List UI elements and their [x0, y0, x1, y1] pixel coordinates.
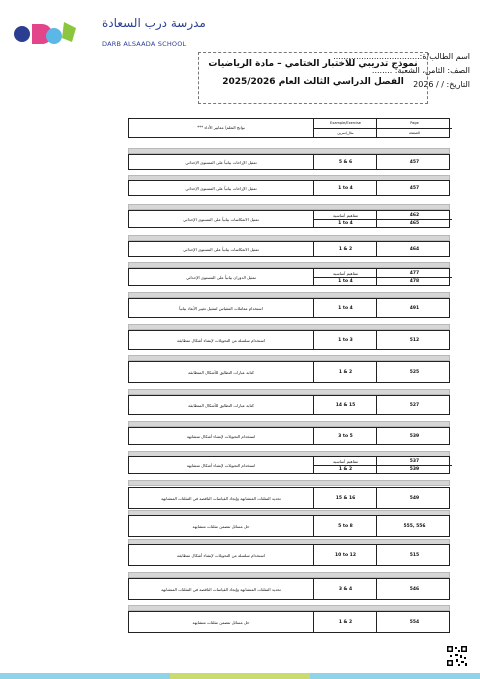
table-row: [128, 427, 450, 445]
row-exercise: 10 to 12: [335, 552, 356, 558]
row-topic: تمثيل الانعكاسات بيانياً على المستوى الإحداثي: [183, 246, 259, 252]
row-page: 537: [409, 458, 420, 464]
table-row: [128, 395, 450, 415]
row-topic: استخدام سلسلة من التحويلات لإنشاء أشكال متطابقة: [177, 552, 265, 558]
row-page-2: 478: [377, 277, 452, 285]
school-name-english: DARB ALSAADA SCHOOL: [102, 40, 187, 48]
row-topic: تمثيل الإزاحات بيانياً على المستوى الإحداثي: [185, 159, 257, 165]
row-topic: تمثيل الانعكاسات بيانياً على المستوى الإحداثي: [183, 216, 259, 222]
table-row: [128, 544, 450, 566]
row-topic: كتابة عبارات التطابق للأشكال المتطابقة: [188, 369, 254, 375]
row-exercise: 1 & 2: [338, 246, 353, 252]
header-example-en: Example/Exercise: [330, 121, 361, 125]
table-row: [128, 241, 450, 257]
student-date-line: التاريخ: / / 2026: [413, 80, 470, 89]
exam-title-box: [198, 52, 428, 104]
row-exercise: 1 & 2: [338, 369, 353, 375]
row-page: 477: [409, 270, 420, 276]
row-page: 515: [409, 552, 420, 558]
table-row: [128, 330, 450, 350]
row-exercise: 3 to 5: [338, 433, 353, 439]
row-page: 546: [409, 586, 420, 592]
header-topic: نواتج التعلم/ معايير الأداء ***: [197, 125, 245, 130]
row-exercise: مفاهيم أساسية: [332, 212, 359, 218]
table-row: [128, 180, 450, 196]
table-row: [128, 210, 450, 228]
row-topic: حل مسائل تتضمن مثلثات متشابهة: [192, 619, 250, 625]
exam-title: نموذج تدريبي للاختبار الختامي – مادة الرياضيات: [208, 59, 418, 69]
row-exercise: مفاهيم أساسية: [332, 458, 359, 464]
row-exercise: 1 & 2: [338, 619, 353, 625]
school-logo: [14, 14, 204, 54]
table-row: [128, 611, 450, 633]
row-page: 457: [409, 159, 420, 165]
row-exercise: 1 to 4: [338, 305, 353, 311]
row-page: 539: [409, 433, 420, 439]
row-page-2: 539: [377, 465, 452, 473]
table-row: [128, 298, 450, 318]
row-page: 554: [409, 619, 420, 625]
row-exercise: 5 & 6: [338, 159, 353, 165]
row-page: 549: [409, 495, 420, 501]
table-row: [128, 361, 450, 383]
header-example-ar: مثال/تمرين: [314, 128, 377, 138]
row-exercise-2: 1 to 4: [314, 219, 377, 227]
table-row: [128, 487, 450, 509]
footer-stripe: [0, 673, 480, 679]
table-row: [128, 154, 450, 170]
row-topic: تحديد المثلثات المتشابهة وإيجاد القياسات الناقصة في المثلثات المتشابهة: [161, 586, 281, 592]
row-exercise-2: 1 & 2: [314, 465, 377, 473]
row-separator: [128, 480, 450, 486]
table-header: [128, 118, 450, 138]
row-page-2: 465: [377, 219, 452, 227]
qr-code-icon: [446, 645, 468, 667]
table-row: [128, 515, 450, 537]
header-page-ar: الصفحة: [377, 128, 452, 138]
row-page: 464: [409, 246, 420, 252]
row-page: 462: [409, 212, 420, 218]
row-page: 555, 556: [403, 523, 426, 529]
table-row: [128, 578, 450, 600]
table-row: [128, 268, 450, 286]
row-exercise: 1 to 3: [338, 337, 353, 343]
row-topic: استخدام سلسلة من التحويلات لإنشاء أشكال متطابقة: [177, 337, 265, 343]
row-page: 527: [409, 402, 420, 408]
school-name-arabic: مدرسة درب السعادة: [102, 16, 206, 30]
exam-term: الفصل الدراسي الثالث العام 2025/2026: [222, 77, 404, 87]
row-exercise: 5 to 8: [338, 523, 353, 529]
row-topic: تحديد المثلثات المتشابهة وإيجاد القياسات الناقصة في المثلثات المتشابهة: [161, 495, 281, 501]
row-page: 512: [409, 337, 420, 343]
student-grade-line: الصف: الثامن، الشعبة: ........: [371, 66, 470, 75]
school-logo-icon: [14, 18, 78, 50]
table-row: [128, 456, 450, 474]
review-table: [128, 118, 450, 625]
header-page-en: Page: [410, 121, 419, 125]
row-topic: استخدام معاملات المقياس لتمثيل تغيير الأبعاد بيانياً: [179, 305, 263, 311]
row-exercise: 15 & 16: [335, 495, 356, 501]
row-exercise: مفاهيم أساسية: [332, 270, 359, 276]
row-exercise: 14 & 15: [335, 402, 356, 408]
row-exercise-2: 1 to 4: [314, 277, 377, 285]
student-name-line: اسم الطالب/ة:..................................: [333, 52, 470, 61]
row-exercise: 3 & 4: [338, 586, 353, 592]
row-topic: استخدام التحويلات لإنشاء أشكال متشابهة: [186, 433, 256, 439]
row-topic: استخدام التحويلات لإنشاء أشكال متشابهة: [186, 462, 256, 468]
row-topic: حل مسائل تتضمن مثلثات متشابهة: [192, 523, 250, 529]
row-topic: تمثيل الدوران بيانياً على المستوى الإحداثي: [186, 274, 256, 280]
row-page: 457: [409, 185, 420, 191]
row-topic: كتابة عبارات التطابق للأشكال المتطابقة: [188, 402, 254, 408]
row-page: 491: [409, 305, 420, 311]
row-exercise: 1 to 4: [338, 185, 353, 191]
row-page: 525: [409, 369, 420, 375]
row-topic: تمثيل الإزاحات بيانياً على المستوى الإحداثي: [185, 185, 257, 191]
